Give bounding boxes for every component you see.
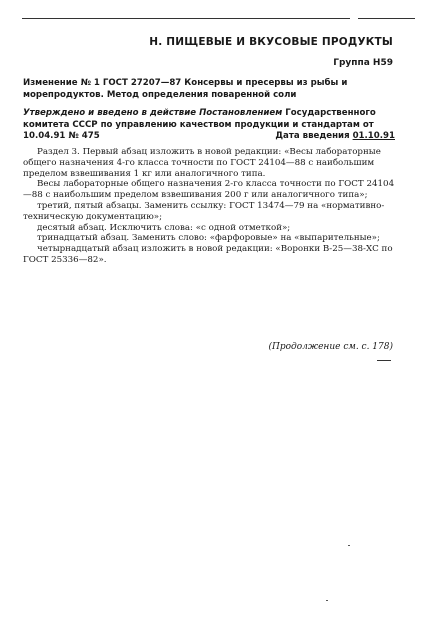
body-paragraph: четырнадцатый абзац изложить в новой редакции: «Воронки В-25—38-ХС по ГОСТ 25336—82». — [23, 244, 393, 265]
bottom-dash — [377, 360, 391, 361]
body-paragraph: Весы лабораторные общего назначения 2-го класса точности по ГОСТ 24104—88 с наибольшим пределом взвешивания 200 г или аналогичного типа»; — [23, 179, 395, 201]
effective-date-label: Дата введения — [275, 131, 353, 141]
top-rule-gap — [350, 18, 358, 19]
continuation-note: (Продолжение см. с. 178) — [268, 342, 393, 352]
change-title: Изменение № 1 ГОСТ 27207—87 Консервы и пресервы из рыбы и морепродуктов. Метод определения поваренной соли — [23, 78, 348, 100]
body-paragraph: третий, пятый абзацы. Заменить ссылку: ГОСТ 13474—79 на «нормативно-техническую документацию»; — [23, 200, 385, 222]
group-code: Группа Н59 — [333, 58, 393, 68]
effective-date-value: 01.10.91 — [352, 131, 395, 141]
effective-date-line — [275, 131, 395, 141]
amendment-body — [23, 147, 395, 266]
scan-speck — [326, 600, 328, 601]
section-title: Н. ПИЩЕВЫЕ И ВКУСОВЫЕ ПРОДУКТЫ — [149, 36, 393, 48]
body-paragraph: десятый абзац. Исключить слова: «с одной отметкой»; — [37, 222, 291, 233]
body-paragraph: тринадцатый абзац. Заменить слово: «фарфоровые» на «выпарительные»; — [37, 233, 380, 244]
scan-speck — [348, 545, 350, 546]
body-paragraph: Раздел 3. Первый абзац изложить в новой редакции: «Весы лабораторные общего назначения 4-го класса точности по ГОСТ 24104—88 с наибольшим пределом взвешивания 1 кг или аналогичного типа. — [23, 147, 381, 179]
approval-rest: Государственного комитета СССР по управлению качеством продукции и стандартам от 10.04.91 № 475 — [23, 108, 376, 141]
approval-lead: Утверждено и введено в действие Постановлением — [23, 108, 283, 118]
